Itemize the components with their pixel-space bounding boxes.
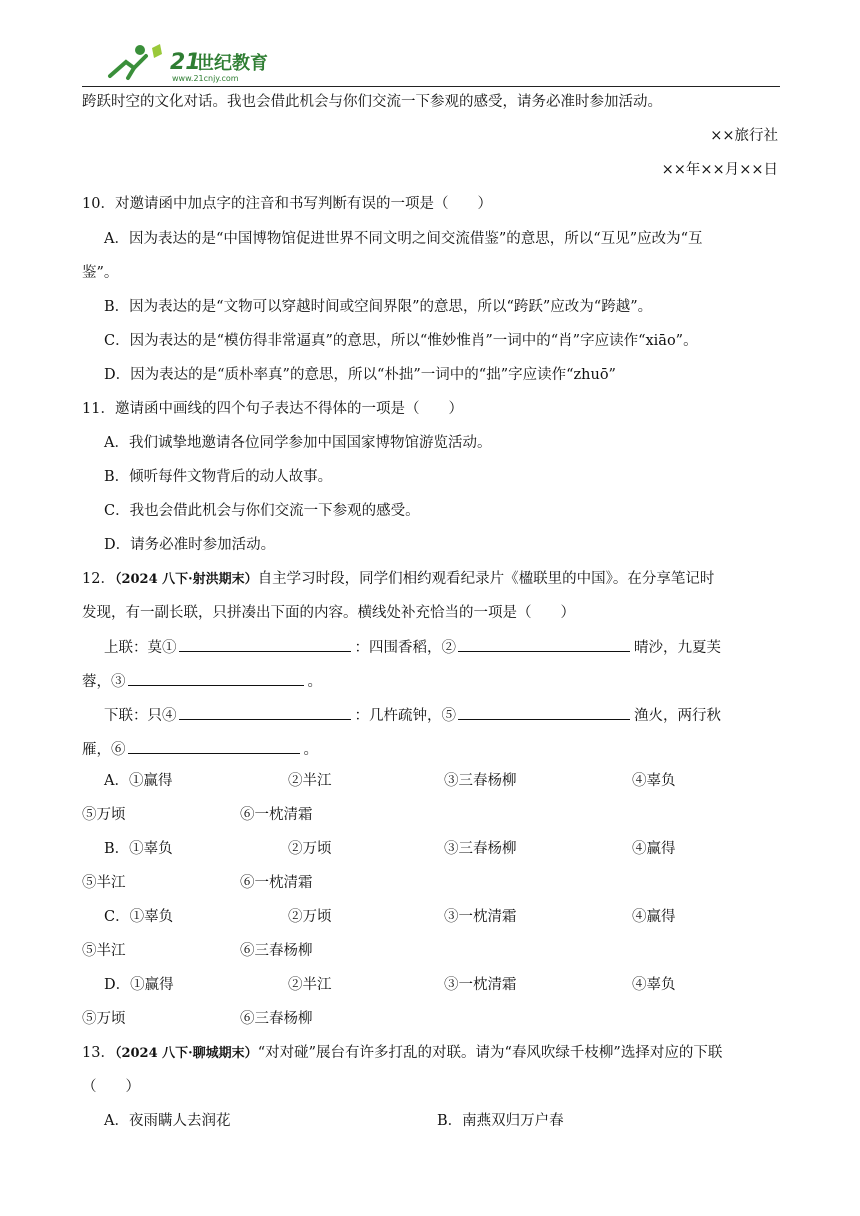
q10-stem: 10．对邀请函中加点字的注音和书写判断有误的一项是（ ） — [82, 196, 492, 212]
q12-option-b-c3: ③三春杨柳 — [444, 841, 517, 857]
q13-option-a: A．夜雨瞒人去润花 — [104, 1113, 231, 1129]
q12-lower-couplet: 下联：只④ ：几杵疏钟，⑤ 渔火，两行秋 — [104, 705, 721, 726]
q12-option-d-c6: ⑥三春杨柳 — [240, 1011, 313, 1027]
q11-option-d: D．请务必准时参加活动。 — [104, 537, 276, 553]
q12-upper-couplet-cont: 蓉，③ 。 — [82, 671, 322, 692]
svg-text:www.21cnjy.com: www.21cnjy.com — [172, 74, 239, 83]
q12-option-d-c5: ⑤万顷 — [82, 1011, 126, 1027]
q12-option-b-c4: ④赢得 — [632, 841, 676, 857]
q11-stem: 11．邀请函中画线的四个句子表达不得体的一项是（ ） — [82, 401, 463, 417]
svg-text:21: 21 — [170, 50, 201, 75]
blank-5 — [458, 705, 630, 720]
q13-stem-cont: （ ） — [82, 1079, 140, 1095]
intro-line: 跨跃时空的文化对话。我也会借此机会与你们交流一下参观的感受，请务必准时参加活动。 — [82, 94, 662, 110]
q10-option-d: D．因为表达的是“质朴率真”的意思，所以“朴拙”一词中的“拙”字应读作“zhuō” — [104, 367, 616, 383]
q13-source: （2024 八下·聊城期末） — [114, 1046, 258, 1061]
q12-option-c-c6: ⑥三春杨柳 — [240, 943, 313, 959]
q10-option-a-cont: 鉴”。 — [82, 265, 119, 281]
q12-option-a-c1: A．①赢得 — [104, 773, 173, 789]
page-header — [82, 40, 780, 87]
q12-stem — [82, 569, 714, 590]
q12-option-a-c4: ④辜负 — [632, 773, 676, 789]
blank-1 — [179, 637, 351, 652]
q12-option-b-c1: B．①辜负 — [104, 841, 173, 857]
q12-option-c-c5: ⑤半江 — [82, 943, 126, 959]
blank-6 — [128, 739, 300, 754]
q13-stem-text: “对对碰”展台有许多打乱的对联。请为“春风吹绿千枝柳”选择对应的下联 — [257, 1045, 723, 1061]
blank-3 — [128, 671, 304, 686]
q12-option-d-c1: D．①赢得 — [104, 977, 174, 993]
q12-option-a-c6: ⑥一枕清霜 — [240, 807, 313, 823]
q12-option-d-c2: ②半江 — [288, 977, 332, 993]
signature: ××旅行社 — [710, 128, 778, 144]
q10-option-a: A．因为表达的是“中国博物馆促进世界不同文明之间交流借鉴”的意思，所以“互见”应改为“互 — [104, 231, 703, 247]
q12-option-a-c5: ⑤万顷 — [82, 807, 126, 823]
q12-lower-couplet-cont: 雁，⑥ 。 — [82, 739, 318, 760]
q13-stem — [82, 1043, 722, 1064]
q13-option-b: B．南燕双归万户春 — [437, 1113, 564, 1129]
q12-stem-cont: 发现，有一副长联，只拼凑出下面的内容。横线处补充恰当的一项是（ ） — [82, 605, 575, 621]
date: ××年××月××日 — [661, 162, 778, 178]
q12-stem-text: 自主学习时段，同学们相约观看纪录片《楹联里的中国》。在分享笔记时 — [257, 571, 715, 587]
q12-option-c-c2: ②万顷 — [288, 909, 332, 925]
q12-option-c-c4: ④赢得 — [632, 909, 676, 925]
q12-number: 12． — [82, 571, 115, 587]
q12-option-b-c6: ⑥一枕清霜 — [240, 875, 313, 891]
q12-option-b-c2: ②万顷 — [288, 841, 332, 857]
q11-option-b: B．倾听每件文物背后的动人故事。 — [104, 469, 333, 485]
blank-4 — [179, 705, 351, 720]
logo-21cnjy — [104, 42, 284, 84]
q12-upper-couplet: 上联：莫① ：四围香稻，② 晴沙，九夏芙 — [104, 637, 721, 658]
q12-option-a-c3: ③三春杨柳 — [444, 773, 517, 789]
q12-option-c-c3: ③一枕清霜 — [444, 909, 517, 925]
q12-source: （2024 八下·射洪期末） — [114, 572, 258, 587]
q11-option-a: A．我们诚挚地邀请各位同学参加中国国家博物馆游览活动。 — [104, 435, 492, 451]
q12-option-a-c2: ②半江 — [288, 773, 332, 789]
q13-number: 13． — [82, 1045, 115, 1061]
running-man-icon — [110, 44, 162, 78]
q12-option-d-c3: ③一枕清霜 — [444, 977, 517, 993]
q10-option-c: C．因为表达的是“模仿得非常逼真”的意思，所以“惟妙惟肖”一词中的“肖”字应读作“xiāo”。 — [104, 333, 698, 349]
q11-option-c: C．我也会借此机会与你们交流一下参观的感受。 — [104, 503, 420, 519]
q12-option-c-c1: C．①辜负 — [104, 909, 174, 925]
q10-option-b: B．因为表达的是“文物可以穿越时间或空间界限”的意思，所以“跨跃”应改为“跨越”。 — [104, 299, 653, 315]
q12-option-b-c5: ⑤半江 — [82, 875, 126, 891]
blank-2 — [458, 637, 630, 652]
svg-text:世纪教育: 世纪教育 — [196, 53, 268, 74]
q12-option-d-c4: ④辜负 — [632, 977, 676, 993]
